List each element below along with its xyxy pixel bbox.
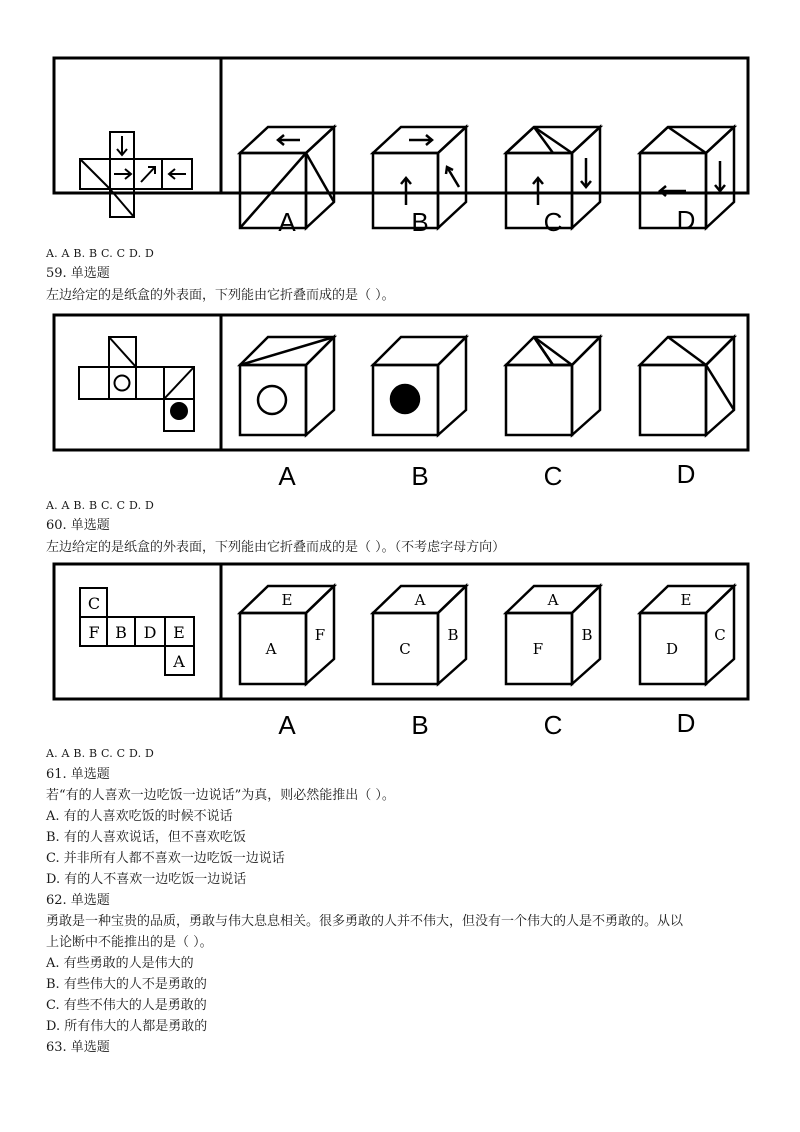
q62-header: 62. 单选题 bbox=[46, 893, 110, 908]
cube-option-b bbox=[373, 337, 466, 435]
net-letter: C bbox=[87, 594, 101, 613]
figure-frame bbox=[54, 564, 748, 699]
q62-option-b: B. 有些伟大的人不是勇敢的 bbox=[46, 977, 207, 992]
figure-q58-svg bbox=[0, 50, 800, 245]
cube-option-d bbox=[640, 337, 734, 435]
option-label-d: D bbox=[676, 459, 696, 489]
option-label-a: A bbox=[278, 461, 296, 491]
net-letter: E bbox=[173, 623, 185, 642]
q62-option-c: C. 有些不伟大的人是勇敢的 bbox=[46, 998, 207, 1013]
cube-option-a bbox=[240, 337, 334, 435]
net-letter: A bbox=[173, 652, 185, 671]
figure-q58 bbox=[0, 50, 800, 245]
cube-d-top-letter: E bbox=[680, 591, 692, 609]
cube-option-c bbox=[506, 337, 600, 435]
q62-option-d: D. 所有伟大的人都是勇敢的 bbox=[46, 1019, 208, 1034]
cube-b-front-letter: C bbox=[399, 640, 411, 658]
cube-net bbox=[79, 337, 194, 431]
figure-frame bbox=[54, 315, 748, 450]
figure-q59-svg bbox=[0, 307, 800, 497]
q60-stem: 左边给定的是纸盒的外表面，下列能由它折叠而成的是（ ）。（不考虑字母方向） bbox=[46, 540, 506, 555]
option-label-b: B bbox=[411, 710, 429, 740]
q58-options: A. A B. B C. C D. D bbox=[46, 247, 155, 260]
q61-option-d: D. 有的人不喜欢一边吃饭一边说话 bbox=[46, 872, 247, 887]
cube-a-top-letter: E bbox=[281, 591, 293, 609]
net-letter: D bbox=[143, 623, 157, 642]
q61-option-a: A. 有的人喜欢吃饭的时候不说话 bbox=[46, 809, 233, 824]
figure-q59 bbox=[0, 307, 800, 497]
option-label-a: A bbox=[278, 710, 296, 740]
option-label-b: B bbox=[411, 207, 429, 237]
cube-a-front-letter: A bbox=[265, 640, 277, 658]
q62-option-a: A. 有些勇敢的人是伟大的 bbox=[46, 956, 194, 971]
cube-d-side-letter: C bbox=[714, 626, 726, 644]
option-label-b: B bbox=[411, 461, 429, 491]
cube-net bbox=[80, 132, 192, 217]
q59-options: A. A B. B C. C D. D bbox=[46, 499, 155, 512]
q62-stem-line-1: 勇敢是一种宝贵的品质，勇敢与伟大息息相关。很多勇敢的人并不伟大，但没有一个伟大的人是不勇敢的。从以 bbox=[46, 914, 684, 929]
option-label-d: D bbox=[676, 708, 696, 738]
cube-b-side-letter: B bbox=[447, 626, 459, 644]
figure-frame bbox=[54, 58, 748, 193]
q63-header: 63. 单选题 bbox=[46, 1040, 110, 1055]
option-label-d: D bbox=[676, 205, 696, 235]
option-label-c: C bbox=[543, 207, 563, 237]
cube-d-front-letter: D bbox=[665, 640, 679, 658]
option-label-c: C bbox=[543, 710, 563, 740]
cube-c-side-letter: B bbox=[581, 626, 593, 644]
option-label-a: A bbox=[278, 207, 296, 237]
cube-c-top-letter: A bbox=[547, 591, 559, 609]
q60-header: 60. 单选题 bbox=[46, 518, 110, 533]
cube-b-top-letter: A bbox=[414, 591, 426, 609]
q62-stem-line-2: 上论断中不能推出的是（ ）。 bbox=[46, 935, 213, 950]
q60-options: A. A B. B C. C D. D bbox=[46, 747, 155, 760]
q61-header: 61. 单选题 bbox=[46, 767, 110, 782]
cube-a-side-letter: F bbox=[314, 626, 326, 644]
net-letter: F bbox=[88, 623, 100, 642]
q61-option-b: B. 有的人喜欢说话，但不喜欢吃饭 bbox=[46, 830, 246, 845]
q61-stem: 若“有的人喜欢一边吃饭一边说话”为真，则必然能推出（ ）。 bbox=[46, 788, 395, 803]
figure-q60 bbox=[0, 556, 800, 746]
cube-c-front-letter: F bbox=[532, 640, 544, 658]
option-label-c: C bbox=[543, 461, 563, 491]
figure-q60-svg bbox=[0, 556, 800, 746]
q59-header: 59. 单选题 bbox=[46, 266, 110, 281]
q59-stem: 左边给定的是纸盒的外表面，下列能由它折叠而成的是（ ）。 bbox=[46, 288, 395, 303]
q61-option-c: C. 并非所有人都不喜欢一边吃饭一边说话 bbox=[46, 851, 285, 866]
net-letter: B bbox=[115, 623, 127, 642]
